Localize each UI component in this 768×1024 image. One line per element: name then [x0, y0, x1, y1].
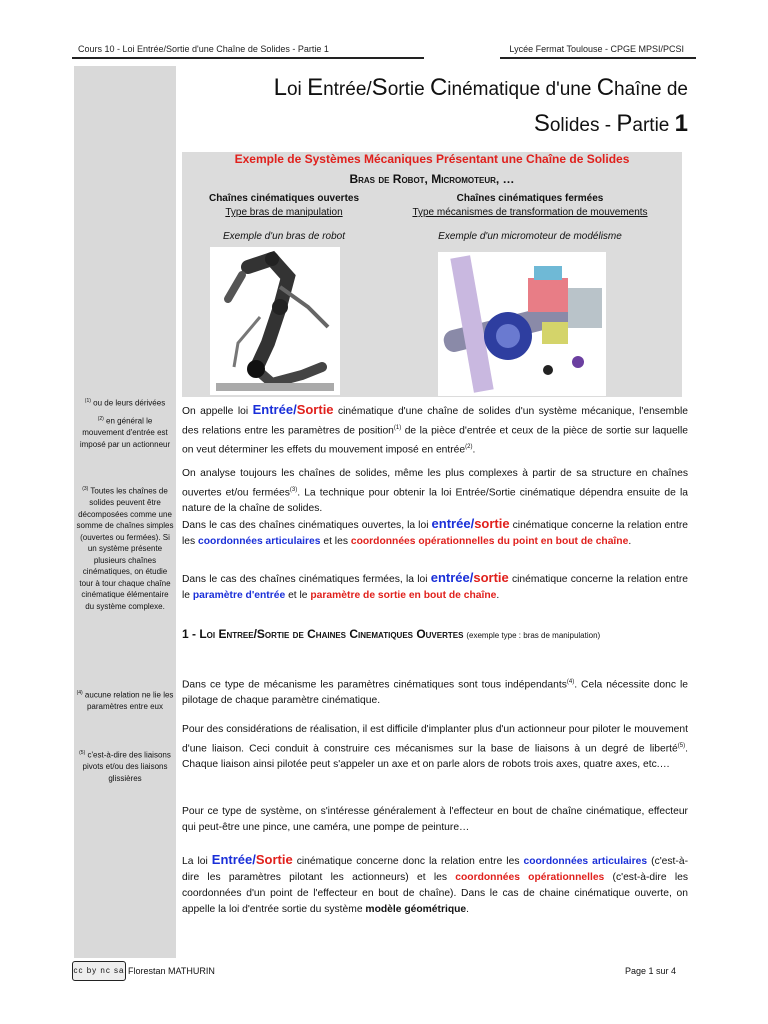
- paragraph-independent-params: Dans ce type de mécanisme les paramètres cinématiques sont tous indépendants$^{(4)}$. Cela nécessite donc le pilotage de chaque paramètre cinématique.: [182, 679, 688, 707]
- header-left: Cours 10 - Loi Entrée/Sortie d'une Chaîne de Solides - Partie 1: [78, 44, 329, 54]
- paragraph-geometric-model: La loi Entrée/Sortie cinématique concerne donc la relation entre les coordonnées articulaires (c'est-à-dire les paramètres pilotant les actionneurs) et les coordonnées opérationnelles (c'est-à-dire les coordonnées d'un point de l'effecteur en bout de chaîne). Dans le cas de chaine cinématique ouverte, on appelle la loi d'entrée sortie du système modèle géométrique.: [182, 852, 689, 915]
- paragraph-realisation: Pour des considérations de réalisation, il est difficile d'implanter plus d'un actionneur pour piloter le mouvement d'une liaison. Ceci conduit à construire ces mécanismes sur la base de liaisons à un degré de liberté$^{(5)}$. Chaque liaison ainsi pilotée peut s'appeler un axe et on parle alors de robots trois axes, quatre axes, etc.…: [182, 724, 688, 771]
- figure-left-column: [194, 193, 374, 242]
- header-rule: [500, 57, 696, 59]
- left-example: Exemple d'un bras de robot: [223, 231, 345, 242]
- left-heading: Chaînes cinématiques ouvertes: [208, 193, 360, 204]
- header-rule: [72, 57, 424, 59]
- footer-author: Florestan MATHURIN: [128, 966, 215, 976]
- margin-note-2: $^{(2)}$ en général le mouvement d'entrée est imposé par un actionneur: [79, 416, 171, 449]
- margin-note-3: $^{(3)}$ Toutes les chaînes de solides peuvent être décomposées comme une somme de chaînes simples (ouvertes ou fermées). Si un système présente plusieurs chaînes cinématiques, on étudie tour à tour chaque chaîne cinématique élémentaire du système complexe.: [76, 486, 174, 611]
- figure-subtitle: Bras de Robot, Micromoteur, …: [349, 172, 515, 186]
- figure-box: [182, 152, 682, 397]
- left-type: Type bras de manipulation: [225, 207, 343, 218]
- figure-title: Exemple de Systèmes Mécaniques Présentant une Chaîne de Solides: [234, 152, 630, 166]
- paragraph-definition: On appelle loi Entrée/Sortie cinématique d'une chaîne de solides d'un système mécanique, l'ensemble des relations entre les paramètres de position$^{(1)}$ de la pièce d'entrée et ceux de la pièce de sortie sur laquelle on veut déterminer les effets du mouvement imposé en entrée$^{(2)}$.: [182, 402, 688, 456]
- section-heading-1: 1 - Loi Entree/Sortie de Chaines Cinematiques Ouvertes (exemple type : bras de manipulation): [182, 627, 601, 641]
- footer-page-number: Page 1 sur 4: [624, 966, 676, 976]
- page-title-line-2: Solides - Partie 1: [533, 110, 688, 137]
- header-right: Lycée Fermat Toulouse - CPGE MPSI/PCSI: [509, 44, 684, 54]
- figure-right-column: [382, 193, 678, 242]
- paragraph-open-chains: Dans le cas des chaînes cinématiques ouvertes, la loi entrée/sortie cinématique concerne la relation entre les coordonnées articulaires et les coordonnées opérationnelles du point en bout de chaîne.: [182, 516, 688, 547]
- right-example: Exemple d'un micromoteur de modélisme: [438, 231, 622, 242]
- creative-commons-icon: cc by nc sa: [72, 961, 126, 981]
- paragraph-effector: Pour ce type de système, on s'intéresse généralement à l'effecteur en bout de chaîne cinématique, effecteur qui peut-être une pince, une caméra, une pompe de peinture…: [182, 806, 688, 833]
- margin-note-1: $^{(1)}$ ou de leurs dérivées: [84, 398, 166, 408]
- page-title-line-1: Loi Entrée/Sortie Cinématique d'une Chaîne de: [273, 74, 688, 101]
- robot-arm-image: [210, 247, 340, 395]
- paragraph-analysis: On analyse toujours les chaînes de solides, même les plus complexes à partir de sa structure en chaînes ouvertes et/ou fermées$^{(3)}$. La technique pour obtenir la loi Entrée/Sortie cinématique dépendra ensuite de la nature de la chaîne de solides.: [182, 468, 688, 515]
- margin-note-4: $^{(4)}$ aucune relation ne lie les paramètres entre eux: [76, 690, 174, 712]
- paragraph-closed-chains: Dans le cas des chaînes cinématiques fermées, la loi entrée/sortie cinématique concerne la relation entre le paramètre d'entrée et le paramètre de sortie en bout de chaîne.: [182, 570, 688, 601]
- micromotor-image: [438, 252, 606, 396]
- right-heading: Chaînes cinématiques fermées: [456, 193, 604, 204]
- margin-note-5: $^{(5)}$ c'est-à-dire des liaisons pivots et/ou des liaisons glissières: [79, 750, 171, 783]
- right-type: Type mécanismes de transformation de mouvements: [412, 207, 648, 218]
